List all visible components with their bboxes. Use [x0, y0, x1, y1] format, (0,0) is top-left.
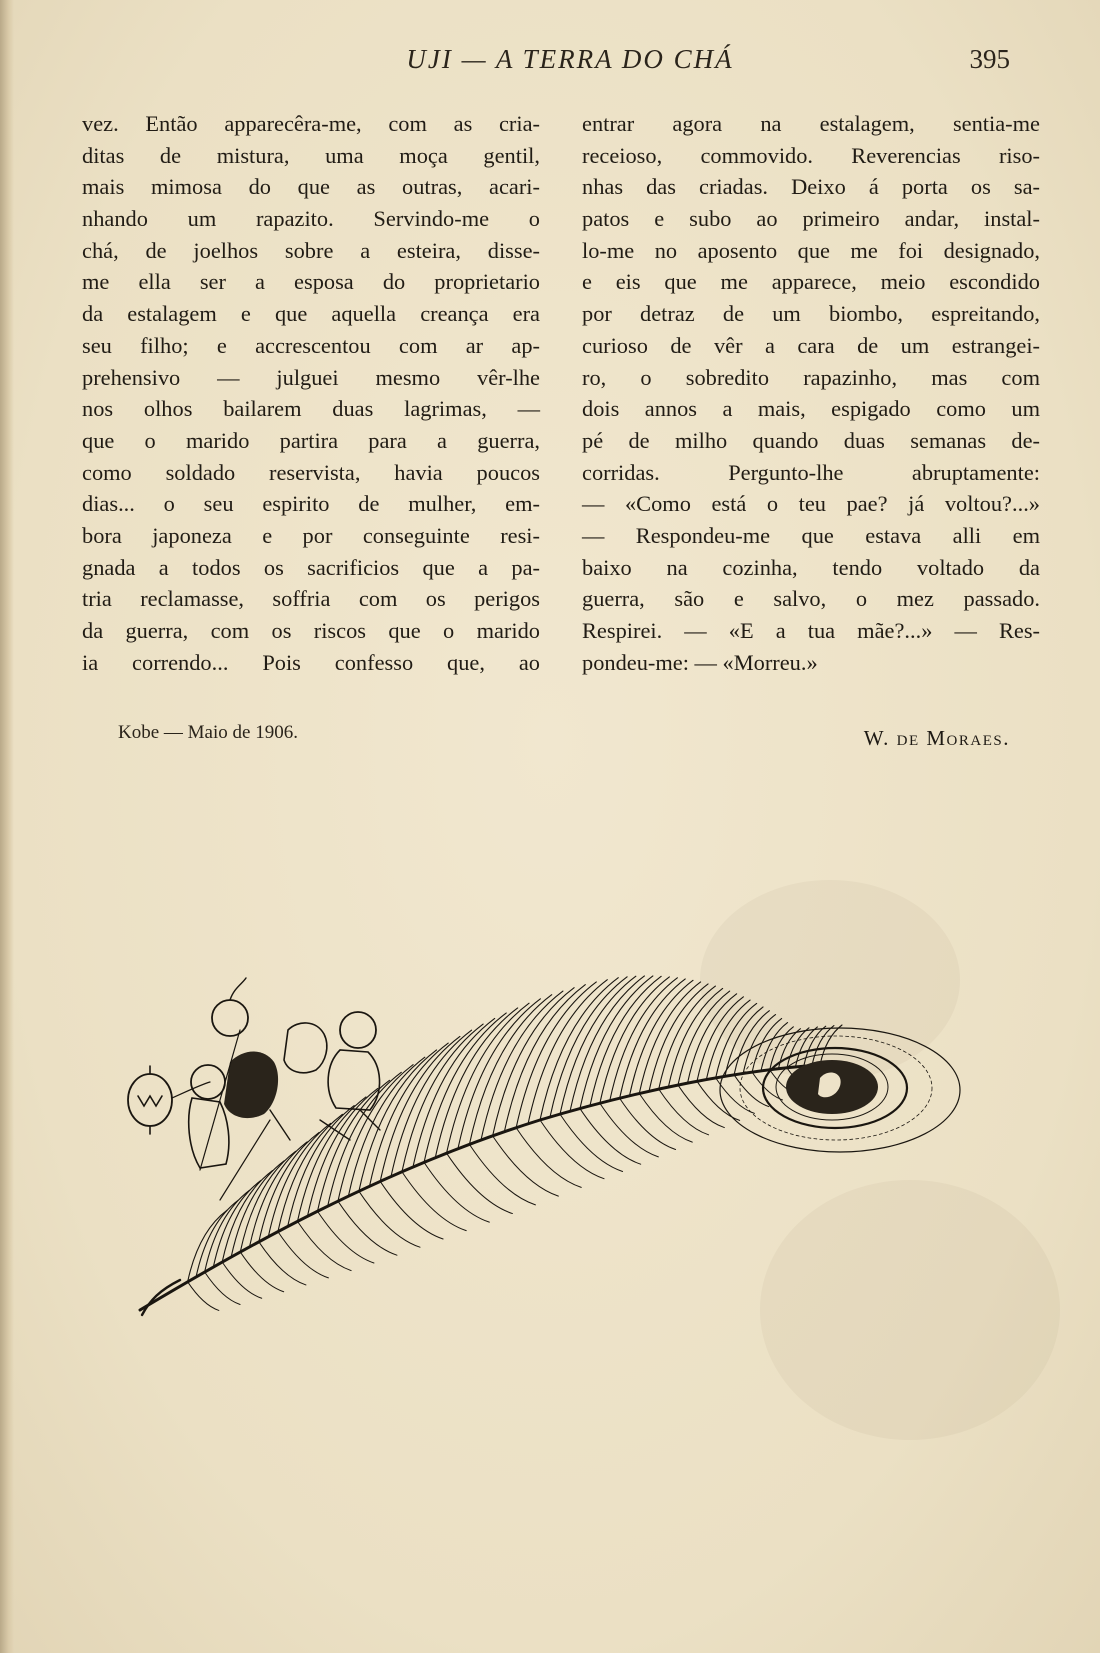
binding-shadow [0, 0, 14, 1653]
page-number: 395 [969, 44, 1010, 74]
feather-barb [458, 999, 540, 1149]
text-line: corridas. Pergunto-lhe abruptamente: [582, 459, 1040, 485]
feather-barb [725, 1007, 763, 1076]
feather-barb [812, 1026, 834, 1066]
text-line: vez. Então apparecêra-me, com as cria- [82, 111, 540, 136]
text-line: — «Como está o teu pae? já voltou?...» [582, 491, 1040, 517]
feather-barb [469, 995, 551, 1145]
text-line: por detraz de um biombo, espreitando, [582, 301, 1040, 327]
left-text-column [82, 108, 540, 678]
feather-barb [560, 1114, 623, 1171]
dateline: Kobe — Maio de 1906. [118, 722, 298, 743]
feather-barb [369, 1043, 448, 1186]
feather-barb [297, 1221, 351, 1270]
feather-drawing [128, 976, 960, 1315]
right-text-column [582, 108, 1040, 678]
text-line: ia correndo... Pois confesso que, ao [82, 649, 540, 675]
text-line: da guerra, com os riscos que o marido [82, 618, 540, 643]
feather-barb [493, 1136, 559, 1196]
feather-barb [580, 1109, 641, 1165]
text-line: nos olhos bailarem duas lagrimas, — [82, 396, 540, 422]
text-line: gnada a todos os sacrificios que a pa- [82, 554, 540, 580]
text-line: pé de milho quando duas semanas de- [582, 427, 1040, 453]
feather-barb [435, 1008, 517, 1158]
feather-barb [447, 1003, 529, 1153]
feather-barb [222, 1262, 262, 1298]
feather-barb [804, 1026, 826, 1066]
paper-lantern-icon [128, 1066, 210, 1134]
feather-eye [720, 1028, 960, 1152]
feather-barb [600, 977, 669, 1103]
feather-barb [402, 1024, 483, 1172]
text-line: nhando um rapazito. Servindo-me o [82, 206, 540, 232]
text-line: tria reclamasse, soffria com os perigos [82, 586, 540, 612]
text-line: prehensivo — julguei mesmo vêr-lhe [82, 364, 540, 390]
running-title: UJI — A TERRA DO CHÁ [406, 44, 734, 74]
feather-barb [259, 1242, 306, 1285]
feather-barb [659, 986, 716, 1089]
text-line: que o marido partira para a guerra, [82, 427, 540, 453]
feather-barb [188, 1282, 219, 1311]
text-line: baixo na cozinha, tendo voltado da [582, 554, 1040, 580]
author-signature: W. de Moraes. [863, 726, 1010, 750]
feather-barb [778, 1029, 800, 1069]
text-line: — Respondeu-me que estava alli em [582, 522, 1040, 548]
text-line: Respirei. — «E a tua mãe?...» — Res- [582, 618, 1040, 643]
children-figures [189, 978, 380, 1168]
feather-barb [540, 978, 618, 1120]
text-line: pondeu-me: — «Morreu.» [582, 649, 818, 675]
feather-barb [639, 1094, 692, 1143]
text-line: lo-me no aposento que me foi designado, [582, 237, 1040, 263]
feather-barb [570, 976, 644, 1111]
feather-barb [348, 1057, 424, 1196]
text-line: chá, de joelhos sobre a esteira, disse- [82, 237, 540, 263]
feather-barb [391, 1030, 472, 1176]
feather-barb [424, 1162, 489, 1222]
feather-barb [205, 1272, 240, 1304]
feather-barb [580, 976, 653, 1109]
text-line: e eis que me apparece, meio escondido [582, 269, 1040, 295]
feather-barb [668, 988, 722, 1087]
feather-barb [610, 978, 678, 1101]
feather-barb [820, 1025, 842, 1065]
feather-barbs-lower [188, 1065, 838, 1310]
text-line: guerra, são e salvo, o mez passado. [582, 586, 1040, 612]
text-line: me ella ser a esposa do proprietario [82, 269, 540, 295]
text-line: bora japoneza e por conseguinte resi- [82, 522, 540, 548]
text-line: seu filho; e accrescentou com ar ap- [82, 332, 540, 358]
text-line: entrar agora na estalagem, sentia-me [582, 111, 1040, 136]
text-line: patos e subo ao primeiro andar, instal- [582, 206, 1040, 232]
feather-barb [380, 1036, 460, 1181]
text-line: ro, o sobredito rapazinho, mas com [582, 364, 1040, 390]
text-line: receioso, commovido. Reverencias riso- [582, 142, 1040, 168]
text-line: como soldado reservista, havia poucos [82, 459, 540, 485]
text-line: ditas de mistura, uma moça gentil, [82, 142, 540, 168]
text-line: curioso de vêr a cara de um estrangei- [582, 332, 1040, 358]
feather-barb [338, 1201, 397, 1255]
peacock-feather-illustration [120, 970, 1040, 1370]
feather-barb [659, 1089, 709, 1135]
feather-barb [528, 980, 607, 1124]
feather-barb [240, 1252, 283, 1292]
feather-barb [469, 1144, 535, 1204]
text-line: nhas das criadas. Deixo á porta os sa- [582, 174, 1040, 200]
feather-barb [278, 1232, 328, 1278]
text-line: dois annos a mais, espigado como um [582, 396, 1040, 422]
text-line: da estalagem e que aquella creança era [82, 301, 540, 327]
text-line: dias... o seu espirito de mulher, em- [82, 491, 540, 517]
feather-barb [761, 1023, 788, 1071]
feather-barb [447, 1153, 513, 1213]
text-line: mais mimosa do que as outras, acari- [82, 174, 540, 200]
feather-barb [716, 1078, 755, 1114]
